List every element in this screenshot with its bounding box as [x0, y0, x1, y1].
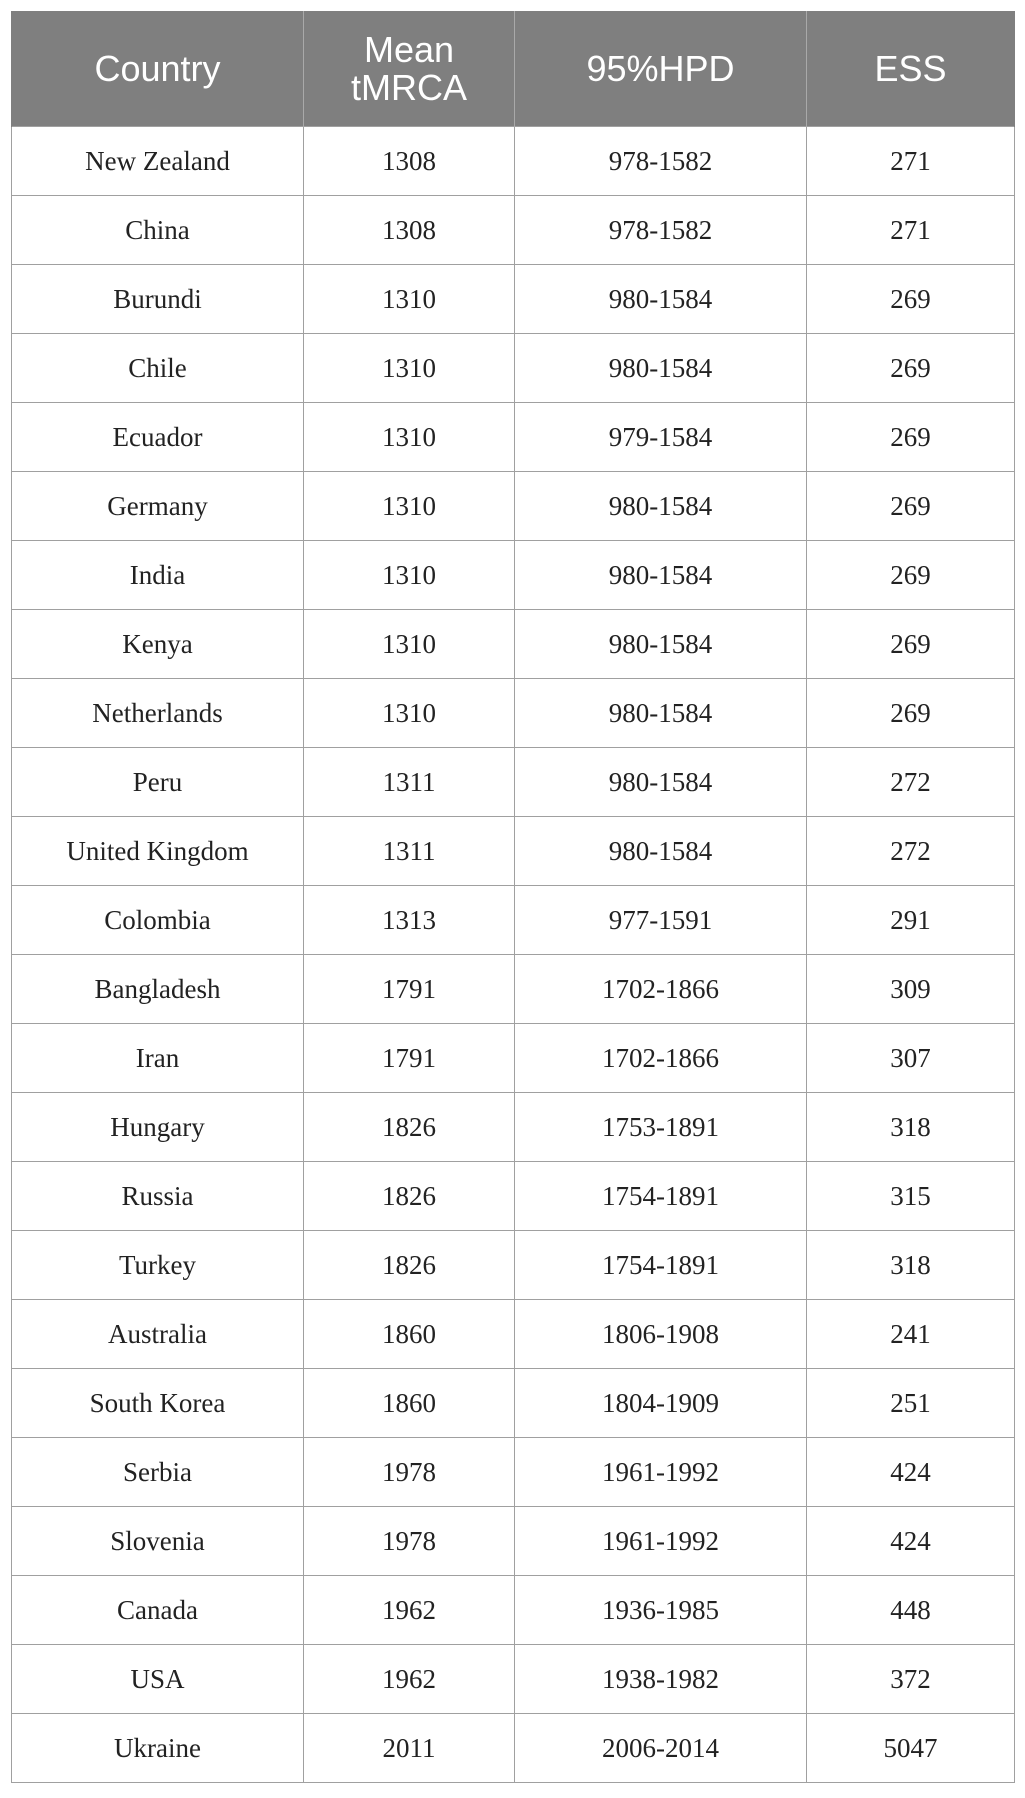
cell-mean-tmrca: 1308	[304, 127, 515, 196]
cell-country: Australia	[12, 1300, 304, 1369]
cell-mean-tmrca: 1311	[304, 748, 515, 817]
cell-95-hpd: 979-1584	[515, 403, 807, 472]
cell-country: Russia	[12, 1162, 304, 1231]
table-row	[12, 265, 1015, 334]
cell-mean-tmrca: 1860	[304, 1300, 515, 1369]
cell-mean-tmrca: 1310	[304, 679, 515, 748]
cell-mean-tmrca: 1310	[304, 541, 515, 610]
cell-mean-tmrca: 1860	[304, 1369, 515, 1438]
cell-country: Kenya	[12, 610, 304, 679]
cell-country: Burundi	[12, 265, 304, 334]
cell-95-hpd: 980-1584	[515, 817, 807, 886]
tmrca-table	[11, 11, 1015, 1783]
cell-95-hpd: 1961-1992	[515, 1438, 807, 1507]
table-row	[12, 886, 1015, 955]
cell-mean-tmrca: 1308	[304, 196, 515, 265]
header-95-hpd: 95%HPD	[515, 12, 807, 127]
cell-ess: 269	[807, 679, 1015, 748]
cell-country: Peru	[12, 748, 304, 817]
cell-95-hpd: 978-1582	[515, 196, 807, 265]
table-row	[12, 196, 1015, 265]
cell-ess: 272	[807, 748, 1015, 817]
cell-country: China	[12, 196, 304, 265]
cell-95-hpd: 980-1584	[515, 334, 807, 403]
cell-95-hpd: 1754-1891	[515, 1231, 807, 1300]
table-row	[12, 1369, 1015, 1438]
cell-95-hpd: 1702-1866	[515, 1024, 807, 1093]
cell-95-hpd: 1702-1866	[515, 955, 807, 1024]
cell-country: Bangladesh	[12, 955, 304, 1024]
table-row	[12, 1162, 1015, 1231]
cell-country: Serbia	[12, 1438, 304, 1507]
cell-mean-tmrca: 1791	[304, 955, 515, 1024]
cell-ess: 271	[807, 127, 1015, 196]
table-row	[12, 817, 1015, 886]
table-row	[12, 1714, 1015, 1783]
cell-mean-tmrca: 2011	[304, 1714, 515, 1783]
cell-95-hpd: 1754-1891	[515, 1162, 807, 1231]
cell-ess: 269	[807, 610, 1015, 679]
header-country: Country	[12, 12, 304, 127]
cell-ess: 269	[807, 541, 1015, 610]
table-row	[12, 472, 1015, 541]
cell-mean-tmrca: 1310	[304, 334, 515, 403]
cell-country: Ukraine	[12, 1714, 304, 1783]
cell-95-hpd: 1753-1891	[515, 1093, 807, 1162]
cell-ess: 448	[807, 1576, 1015, 1645]
cell-95-hpd: 980-1584	[515, 679, 807, 748]
table-body	[12, 127, 1015, 1783]
cell-mean-tmrca: 1310	[304, 472, 515, 541]
table-row	[12, 955, 1015, 1024]
cell-ess: 251	[807, 1369, 1015, 1438]
table-row	[12, 1438, 1015, 1507]
cell-ess: 372	[807, 1645, 1015, 1714]
cell-mean-tmrca: 1791	[304, 1024, 515, 1093]
cell-mean-tmrca: 1313	[304, 886, 515, 955]
table-row	[12, 1507, 1015, 1576]
cell-95-hpd: 980-1584	[515, 472, 807, 541]
cell-country: South Korea	[12, 1369, 304, 1438]
cell-country: Turkey	[12, 1231, 304, 1300]
cell-95-hpd: 980-1584	[515, 748, 807, 817]
cell-ess: 424	[807, 1438, 1015, 1507]
cell-mean-tmrca: 1978	[304, 1438, 515, 1507]
cell-country: Chile	[12, 334, 304, 403]
cell-mean-tmrca: 1978	[304, 1507, 515, 1576]
cell-country: Iran	[12, 1024, 304, 1093]
cell-ess: 241	[807, 1300, 1015, 1369]
table-row	[12, 541, 1015, 610]
cell-95-hpd: 980-1584	[515, 610, 807, 679]
cell-ess: 318	[807, 1231, 1015, 1300]
cell-ess: 315	[807, 1162, 1015, 1231]
cell-country: Hungary	[12, 1093, 304, 1162]
cell-mean-tmrca: 1310	[304, 265, 515, 334]
cell-country: India	[12, 541, 304, 610]
cell-ess: 269	[807, 265, 1015, 334]
data-table-container	[11, 11, 1014, 1783]
cell-mean-tmrca: 1826	[304, 1093, 515, 1162]
table-header	[12, 12, 1015, 127]
table-row	[12, 403, 1015, 472]
cell-95-hpd: 1938-1982	[515, 1645, 807, 1714]
cell-country: United Kingdom	[12, 817, 304, 886]
cell-mean-tmrca: 1962	[304, 1645, 515, 1714]
header-row	[12, 12, 1015, 127]
cell-ess: 272	[807, 817, 1015, 886]
table-row	[12, 679, 1015, 748]
cell-95-hpd: 1806-1908	[515, 1300, 807, 1369]
table-row	[12, 127, 1015, 196]
cell-ess: 318	[807, 1093, 1015, 1162]
cell-ess: 291	[807, 886, 1015, 955]
cell-ess: 307	[807, 1024, 1015, 1093]
cell-95-hpd: 980-1584	[515, 265, 807, 334]
table-row	[12, 1024, 1015, 1093]
cell-ess: 269	[807, 472, 1015, 541]
cell-mean-tmrca: 1826	[304, 1162, 515, 1231]
table-row	[12, 1093, 1015, 1162]
cell-mean-tmrca: 1962	[304, 1576, 515, 1645]
cell-mean-tmrca: 1826	[304, 1231, 515, 1300]
table-row	[12, 1300, 1015, 1369]
cell-ess: 271	[807, 196, 1015, 265]
cell-95-hpd: 980-1584	[515, 541, 807, 610]
table-row	[12, 1645, 1015, 1714]
cell-ess: 424	[807, 1507, 1015, 1576]
cell-country: New Zealand	[12, 127, 304, 196]
cell-country: Netherlands	[12, 679, 304, 748]
cell-95-hpd: 1961-1992	[515, 1507, 807, 1576]
table-row	[12, 334, 1015, 403]
cell-95-hpd: 978-1582	[515, 127, 807, 196]
cell-mean-tmrca: 1310	[304, 610, 515, 679]
cell-95-hpd: 1936-1985	[515, 1576, 807, 1645]
header-mean-tmrca-line1: Mean	[363, 29, 455, 70]
cell-95-hpd: 2006-2014	[515, 1714, 807, 1783]
cell-mean-tmrca: 1311	[304, 817, 515, 886]
cell-ess: 269	[807, 334, 1015, 403]
cell-country: Canada	[12, 1576, 304, 1645]
cell-country: Ecuador	[12, 403, 304, 472]
header-mean-tmrca-line2: tMRCA	[351, 67, 467, 108]
cell-country: Colombia	[12, 886, 304, 955]
cell-country: USA	[12, 1645, 304, 1714]
cell-95-hpd: 1804-1909	[515, 1369, 807, 1438]
table-row	[12, 610, 1015, 679]
header-mean-tmrca	[304, 12, 515, 127]
cell-ess: 5047	[807, 1714, 1015, 1783]
table-row	[12, 1576, 1015, 1645]
cell-95-hpd: 977-1591	[515, 886, 807, 955]
header-ess: ESS	[807, 12, 1015, 127]
table-row	[12, 1231, 1015, 1300]
table-row	[12, 748, 1015, 817]
cell-country: Germany	[12, 472, 304, 541]
cell-ess: 269	[807, 403, 1015, 472]
cell-country: Slovenia	[12, 1507, 304, 1576]
cell-ess: 309	[807, 955, 1015, 1024]
cell-mean-tmrca: 1310	[304, 403, 515, 472]
